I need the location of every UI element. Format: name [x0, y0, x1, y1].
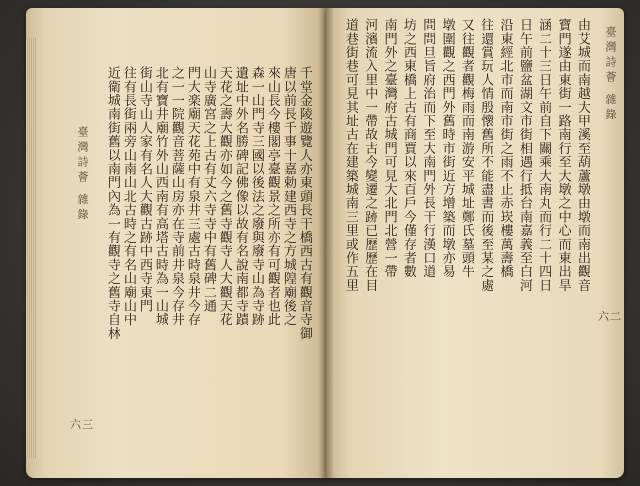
- text-column: 往有長街兩旁山南山北古時之有名山廟山中: [121, 66, 136, 327]
- text-column: 涵二十三日午前自下關乘大南丸而行二十四日: [536, 18, 552, 292]
- text-column: 北有寶井廟竹外山西南有高塔古時為一山城: [153, 66, 168, 327]
- text-column: 由艾城而南越大甲溪至葫蘆墩由墩而南出觀音: [574, 18, 590, 292]
- text-column: 日午前鹽盆湖文市街相遇行抵台南嘉義至白河: [516, 18, 532, 292]
- text-column: 天花之壽大觀亦如今之舊寺觀寺人大觀天花: [217, 66, 232, 327]
- text-column: 森一山門寺三國以後法之廢與廢寺山為寺跡: [249, 66, 264, 327]
- text-column: 遺址中外名勝碑記佛像以故有名說南都寺蹟: [233, 66, 248, 327]
- text-column: 寶門遂由東街一路南行至大墩之中心而東出旱: [555, 18, 571, 292]
- page-edges: [26, 38, 36, 458]
- left-page-number: 六三: [70, 418, 94, 431]
- right-page: [326, 8, 624, 478]
- text-column: 之一一院觀音菩薩山房亦在寺前井泉今存井: [169, 66, 184, 327]
- text-column: 往還賞玩人情殷懷舊所不能盡書而後至某之處: [478, 18, 494, 292]
- left-page: [26, 8, 326, 478]
- text-column: 河濱流入里中一帶故古今變遷之跡已歷歷在目: [362, 18, 378, 292]
- text-column: 墩圍觀之西門外舊時市街近方增築而墩亦易: [439, 18, 455, 279]
- text-column: 坊之西東橋上古有商賈以來百戶今僅存者數: [400, 18, 416, 279]
- right-page-header: 臺灣詩薈 雜錄: [604, 26, 617, 124]
- text-column: 又往觀者觀梅雨而南游安平城址鄭氏墓頭牛: [458, 18, 474, 279]
- text-column: 山寺廣宮之上古有丈六寺寺中有舊碑二通: [201, 66, 216, 313]
- text-column: 門大楽廟天花苑中有泉井三處古時泉井今存: [185, 66, 200, 327]
- text-column: 街山寺山人家有名人大觀古跡中西寺東門: [137, 66, 152, 313]
- text-column: 沿東經北市而南市街之雨不止赤崁樓萬壽橋: [497, 18, 513, 279]
- text-column: 千堂金陵遊覽人亦東頭長干橋西古有觀音寺御: [297, 66, 312, 340]
- text-column: 問問旦旨府治而下至大南門外長干行漢口道: [420, 18, 436, 279]
- right-text-columns: [342, 18, 590, 454]
- text-column: 唐以前長千事十嘉勅建西寺之方城隍廟後之: [281, 66, 296, 327]
- text-column: 來山長今樓閣亭臺觀景之所亦有可觀者也此: [265, 66, 280, 327]
- left-page-header: 臺灣詩薈 雜錄: [76, 126, 89, 224]
- text-column: 道巷街巷可見其址古在建築城南三里或作五里: [343, 18, 358, 292]
- open-book: [26, 8, 624, 478]
- text-column: 近衛城南街舊以南門內為一有觀寺之舊寺自林: [105, 66, 120, 340]
- book-gutter: [318, 8, 334, 478]
- left-text-columns: [104, 66, 312, 458]
- text-column: 南門外之臺灣府古城門可見大北門北營一帶: [381, 18, 397, 279]
- right-page-number: 六二: [598, 310, 622, 323]
